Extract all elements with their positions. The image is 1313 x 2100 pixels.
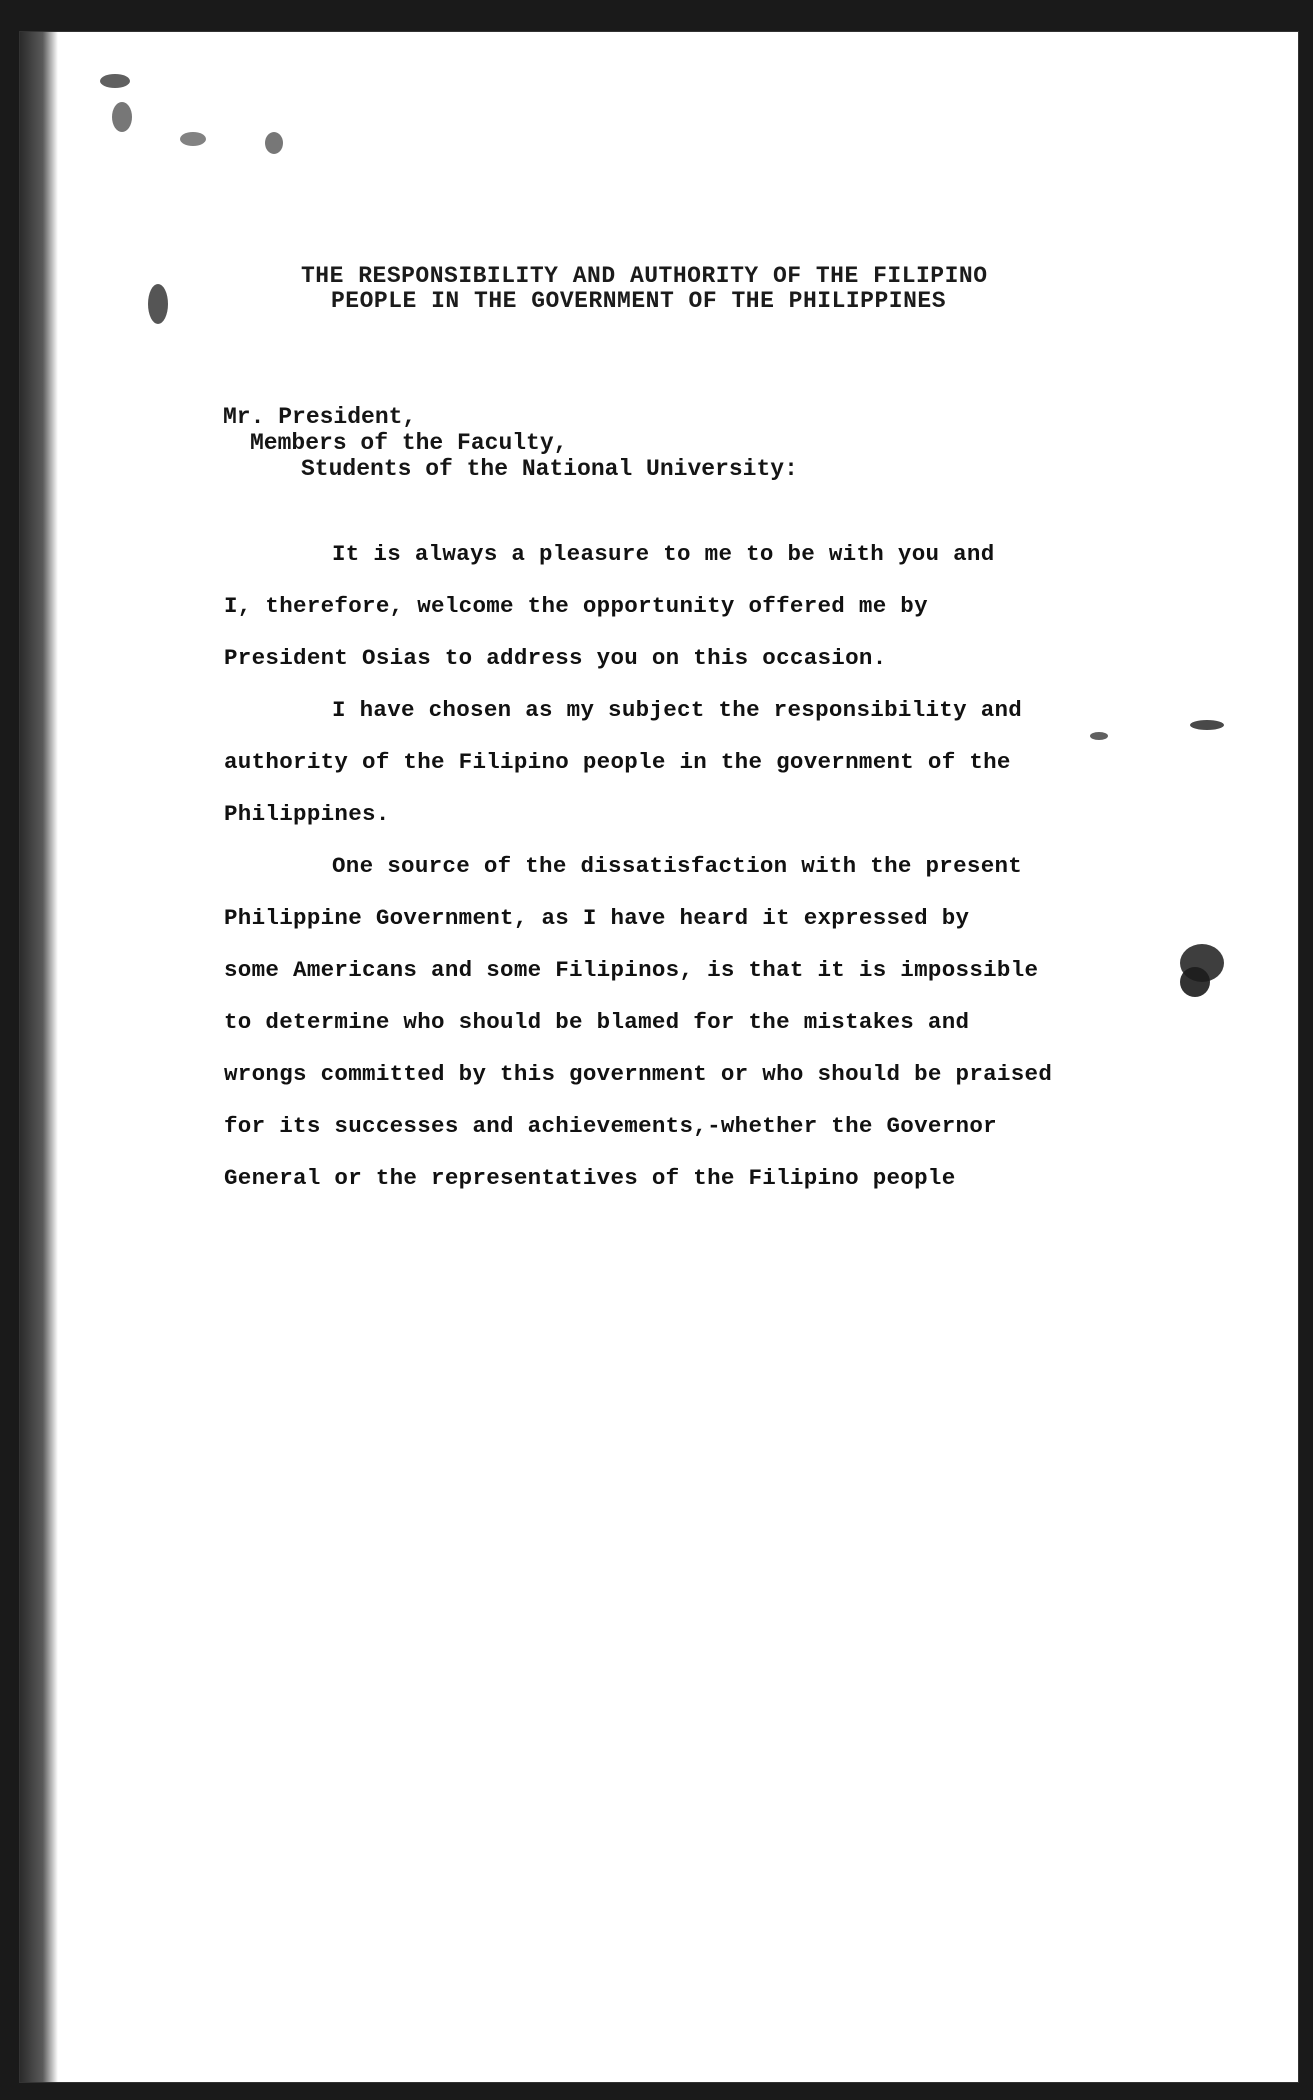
title-line-2: PEOPLE IN THE GOVERNMENT OF THE PHILIPPINES — [331, 288, 946, 314]
body-line: some Americans and some Filipinos, is that it is impossible — [224, 957, 1039, 983]
body-text — [224, 528, 1154, 1204]
ink-smudge — [265, 132, 283, 154]
body-line: Philippine Government, as I have heard it expressed by — [224, 905, 970, 931]
body-line: to determine who should be blamed for the mistakes and — [224, 1009, 970, 1035]
body-line: I, therefore, welcome the opportunity offered me by — [224, 593, 928, 619]
salutation-line-2: Members of the Faculty, — [250, 430, 568, 456]
body-line: President Osias to address you on this occasion. — [224, 645, 887, 671]
ink-smudge — [112, 102, 132, 132]
scan-left-edge — [20, 32, 58, 2082]
body-line: General or the representatives of the Filipino people — [224, 1165, 956, 1191]
title-line-1: THE RESPONSIBILITY AND AUTHORITY OF THE FILIPINO — [301, 263, 988, 289]
body-line: One source of the dissatisfaction with the present — [332, 853, 1023, 879]
body-line: I have chosen as my subject the responsibility and — [332, 697, 1023, 723]
ink-smudge — [1180, 967, 1210, 997]
ink-smudge — [1190, 720, 1224, 730]
document-title — [20, 264, 1313, 314]
document-page — [20, 32, 1298, 2082]
salutation-line-1: Mr. President, — [223, 404, 417, 430]
body-line: wrongs committed by this government or who should be praised — [224, 1061, 1053, 1087]
salutation-line-3: Students of the National University: — [301, 456, 798, 482]
ink-smudge — [100, 74, 130, 88]
body-line: It is always a pleasure to me to be with you and — [332, 541, 995, 567]
body-line: Philippines. — [224, 801, 390, 827]
salutation-block — [223, 404, 798, 482]
body-line: for its successes and achievements,-whether the Governor — [224, 1113, 997, 1139]
body-line: authority of the Filipino people in the government of the — [224, 749, 1011, 775]
ink-smudge — [180, 132, 206, 146]
